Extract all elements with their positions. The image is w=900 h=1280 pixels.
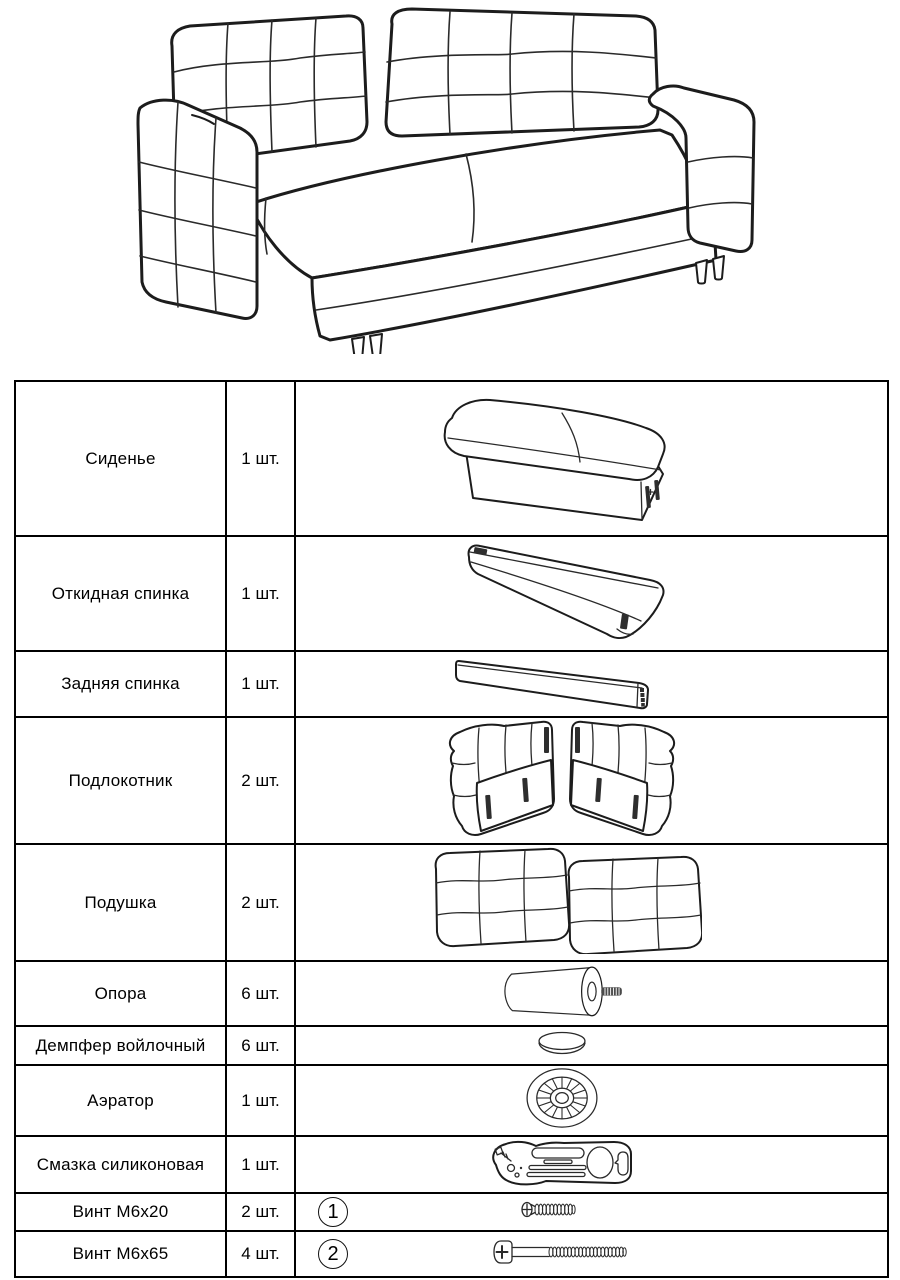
part-image-cell xyxy=(295,536,888,651)
sofa-line-drawing-svg xyxy=(100,2,800,354)
part-row xyxy=(15,961,888,1026)
part-name: Сиденье xyxy=(15,381,226,536)
part-qty: 1 шт. xyxy=(226,381,295,536)
part-name: Подлокотник xyxy=(15,717,226,844)
part-name: Смазка силиконовая xyxy=(15,1136,226,1193)
part-row xyxy=(15,1231,888,1277)
part-qty: 1 шт. xyxy=(226,1136,295,1193)
part-row xyxy=(15,1136,888,1193)
part-qty: 6 шт. xyxy=(226,961,295,1026)
aerator-illustration xyxy=(522,1066,602,1130)
part-image-cell xyxy=(295,1026,888,1065)
marker-circle-1: 1 xyxy=(318,1197,348,1227)
part-name: Винт М6х65 xyxy=(15,1231,226,1277)
part-row xyxy=(15,536,888,651)
part-image-cell xyxy=(295,1136,888,1193)
folding-backrest-illustration xyxy=(412,537,712,645)
part-name: Откидная спинка xyxy=(15,536,226,651)
part-image-cell xyxy=(295,961,888,1026)
screw-m6x65-illustration xyxy=(492,1238,632,1266)
part-qty: 1 шт. xyxy=(226,536,295,651)
part-row xyxy=(15,651,888,717)
leg-support-illustration xyxy=(494,962,629,1020)
armrest-pair-illustration xyxy=(422,719,702,837)
sofa-illustration xyxy=(100,2,800,354)
felt-damper-illustration xyxy=(534,1030,590,1057)
part-row xyxy=(15,1193,888,1231)
part-row xyxy=(15,717,888,844)
cushion-pair-illustration xyxy=(422,847,702,954)
part-name: Задняя спинка xyxy=(15,651,226,717)
part-image-cell xyxy=(295,1065,888,1136)
part-name: Винт М6х20 xyxy=(15,1193,226,1231)
part-qty: 6 шт. xyxy=(226,1026,295,1065)
part-qty: 1 шт. xyxy=(226,1065,295,1136)
rear-back-panel-illustration xyxy=(442,653,682,711)
part-name: Опора xyxy=(15,961,226,1026)
part-row xyxy=(15,1065,888,1136)
part-image-cell xyxy=(295,844,888,961)
part-image-cell xyxy=(295,717,888,844)
part-row xyxy=(15,844,888,961)
part-qty: 2 шт. xyxy=(226,844,295,961)
part-image-cell xyxy=(295,1193,888,1231)
part-qty: 2 шт. xyxy=(226,1193,295,1231)
screw-m6x20-illustration xyxy=(520,1201,580,1218)
part-name: Подушка xyxy=(15,844,226,961)
part-qty: 1 шт. xyxy=(226,651,295,717)
parts-table xyxy=(14,380,889,1278)
part-name: Аэратор xyxy=(15,1065,226,1136)
part-qty: 2 шт. xyxy=(226,717,295,844)
part-image-cell xyxy=(295,1231,888,1277)
part-row xyxy=(15,1026,888,1065)
silicone-grease-pack-illustration xyxy=(484,1137,639,1187)
seat-illustration xyxy=(412,386,712,526)
part-qty: 4 шт. xyxy=(226,1231,295,1277)
marker-circle-2: 2 xyxy=(318,1239,348,1269)
part-image-cell xyxy=(295,651,888,717)
part-row xyxy=(15,381,888,536)
part-name: Демпфер войлочный xyxy=(15,1026,226,1065)
part-image-cell xyxy=(295,381,888,536)
